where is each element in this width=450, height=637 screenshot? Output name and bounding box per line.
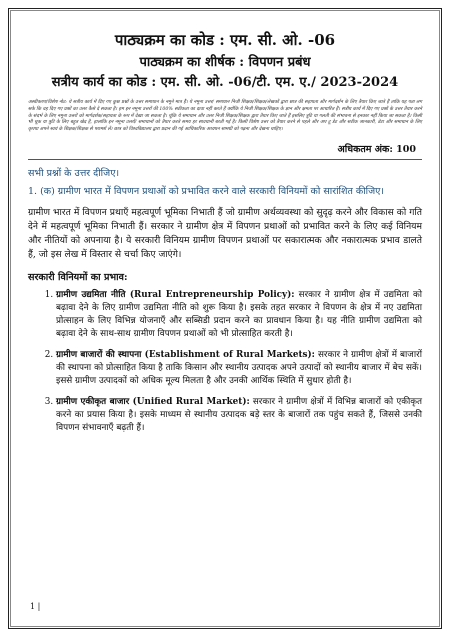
- disclaimer-text: अस्वीकरण/विशेष नोट: ये सत्रीय कार्य में दिए गए कुछ प्रश्नों के उत्तर समाधान के नमूने मात्र हैं। ये नमूना उत्तर/ समाधान निजी शिक्षक/शिक्षक/लेखकों द्वारा छात्र की सहायता और मार्गदर्शन के लिए तैयार किए जाते हैं ताकि यह पता लग सके कि वह दिए गए प्रश्नों का उत्तर कैसे दे सकता है। हम इन नमूना उत्तरों की 100% सटीकता का दावा नहीं करते हैं क्योंकि ये निजी शिक्षक/शिक्षक के ज्ञान और क्षमता पर आधारित हैं। सत्रीय कार्य में दिए गए प्रश्नों के उत्तर तैयार करने के संदर्भ के लिए नमूना उत्तरों को मार्गदर्शक/सहायता के रूप में देखा जा सकता है। चूंकि ये समाधान और उत्तर निजी शिक्षक/शिक्षक द्वारा तैयार किए जाते हैं इसलिए त्रुटि या गलती की संभावना से इनकार नहीं किया जा सकता है। किसी भी चूक या त्रुटि के लिए बहुत खेद है, हालांकि इन नमूना उत्तरों/ समाधानों को तैयार करते समय हर सावधानी बरती गई है। किसी विशेष उत्तर को तैयार करने से पहले और अप टू डेट और सटीक जानकारी, डेटा और समाधान के लिए कृपया अपने स्वयं के शिक्षक/शिक्षक से परामर्श लें। छात्र को विश्वविद्यालय द्वारा प्रदान की गई आधिकारिक अध्ययन सामग्री को पढ़ना और देखना चाहिए।: [28, 100, 422, 133]
- point-title: ग्रामीण उद्यमिता नीति (Rural Entrepreneurship Policy):: [56, 289, 295, 300]
- point-title: ग्रामीण बाजारों की स्थापना (Establishment of Rural Markets):: [56, 349, 315, 360]
- page-number: 1 |: [30, 602, 41, 611]
- list-item: [56, 289, 422, 341]
- assignment-code: सत्रीय कार्य का कोड : एम. सी. ओ. -06/टी. एम. ए./ 2023-2024: [51, 75, 399, 90]
- regulation-list: [28, 289, 422, 435]
- section-subheading: सरकारी विनियमों का प्रभाव:: [28, 271, 128, 283]
- max-marks: अधिकतम अंक: 100: [337, 143, 416, 155]
- course-code: पाठ्यक्रम का कोड : एम. सी. ओ. -06: [114, 31, 336, 49]
- list-item: [56, 396, 422, 435]
- question-1: 1. (क) ग्रामीण भारत में विपणन प्रथाओं को प्रभावित करने वाले सरकारी विनियमों को सारांशित कीजिए।: [28, 185, 385, 197]
- point-body: सरकार ने ग्रामीण क्षेत्रों में विभिन्न बाजारों को एकीकृत करने का प्रयास किया है। इसके माध्यम से स्थानीय उत्पादक बड़े स्तर के बाजारों तक पहुंच सकते हैं, जिससे उनकी विपणन संभावनाएँ बढ़ती हैं।: [56, 396, 422, 433]
- divider: [28, 159, 422, 160]
- point-title: ग्रामीण एकीकृत बाजार (Unified Rural Market):: [56, 396, 250, 407]
- point-body: सरकार ने ग्रामीण क्षेत्रों में बाजारों की स्थापना को प्रोत्साहित किया है ताकि किसान और स्थानीय उत्पादक अपने उत्पादों को स्थानीय बाजार में बेच सकें। इससे ग्रामीण उत्पादकों को अधिक मूल्य मिलता है और उनकी आर्थिक स्थिति में सुधार होती है।: [56, 349, 422, 386]
- course-title: पाठ्यक्रम का शीर्षक : विपणन प्रबंध: [139, 55, 311, 70]
- intro-paragraph: ग्रामीण भारत में विपणन प्रथाएँ महत्वपूर्ण भूमिका निभाती हैं जो ग्रामीण अर्थव्यवस्था को सुदृढ़ करने और विकास को गति देने में महत्वपूर्ण भूमिका निभाती हैं। सरकार ने ग्रामीण क्षेत्र में विपणन प्रथाओं को प्रभावित करने के लिए कई विनियम और नीतियों को अपनाया है। ये सरकारी विनियम ग्रामीण विपणन प्रथाओं पर सकारात्मक और नकारात्मक प्रभाव डालते हैं, जो इस लेख में विस्तार से चर्चा किए जाएंगे।: [28, 206, 422, 260]
- list-item: [56, 349, 422, 388]
- instructions: सभी प्रश्नों के उत्तर दीजिए।: [28, 167, 120, 179]
- point-body: सरकार ने ग्रामीण क्षेत्र में उद्यमिता को बढ़ावा देने के लिए ग्रामीण उद्यमिता नीति को शुरू किया है। इसके तहत सरकार ने विपणन के क्षेत्र में नए उद्यमिता प्रोत्साहन के लिए विभिन्न योजनाएँ और सब्सिडी प्रदान करने का प्रावधान किया है। यह नीति ग्रामीण उद्यमिता को बढ़ावा देने के साथ-साथ ग्रामीण विपणन प्रथाओं को भी प्रोत्साहित करती है।: [56, 289, 422, 339]
